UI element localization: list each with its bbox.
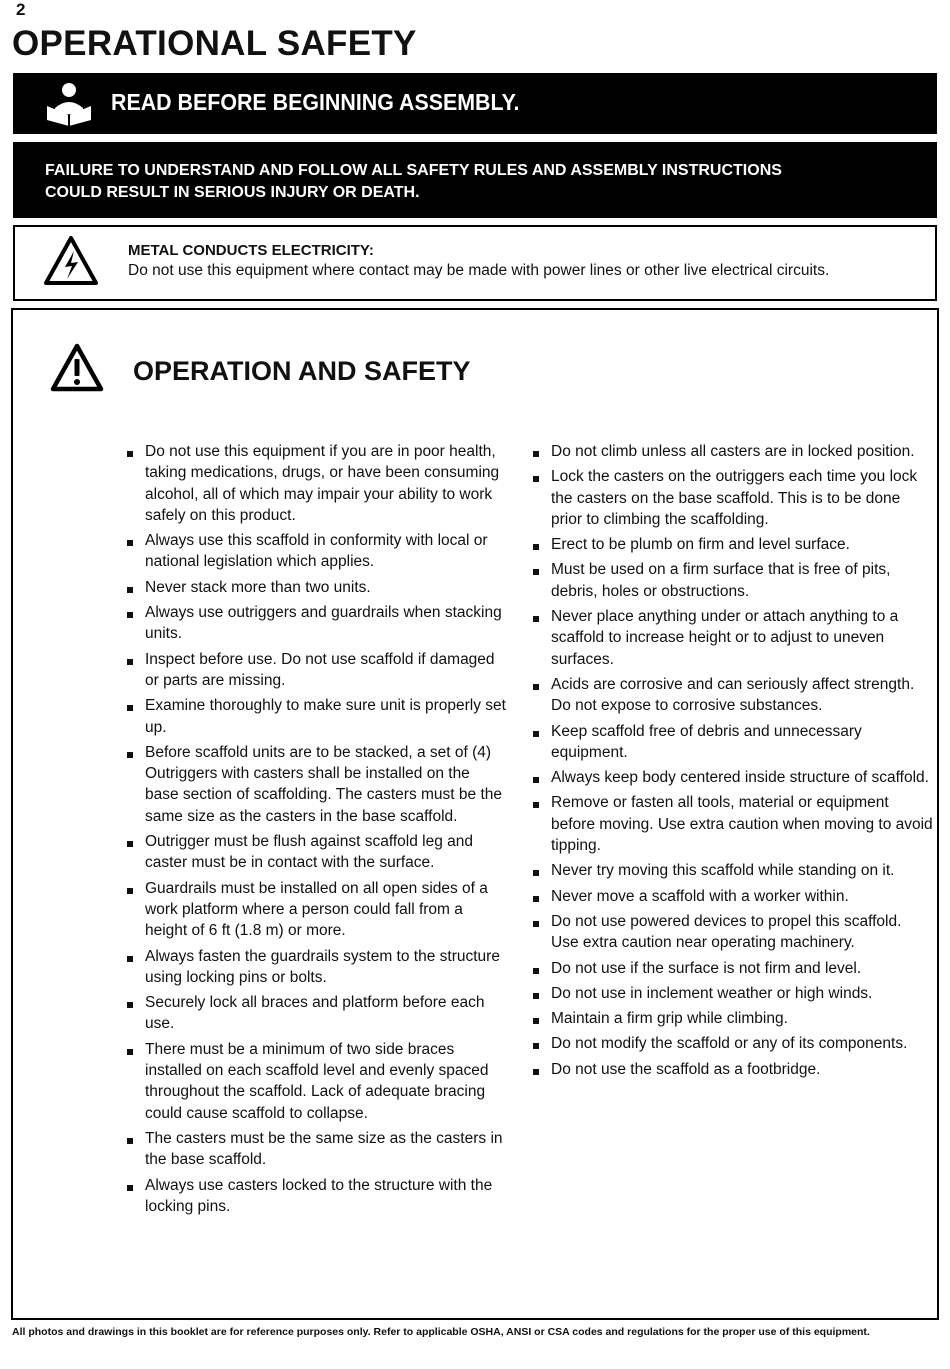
safety-list-item: Always use casters locked to the structure with the locking pins. <box>127 1175 507 1218</box>
safety-list-item: Guardrails must be installed on all open sides of a work platform where a person could fall from a height of 6 ft (1.8 m) or more. <box>127 878 507 942</box>
read-before-text: READ BEFORE BEGINNING ASSEMBLY. <box>111 89 520 115</box>
safety-list-item: Never stack more than two units. <box>127 577 507 598</box>
failure-warning-line2: COULD RESULT IN SERIOUS INJURY OR DEATH. <box>45 184 420 201</box>
safety-list-item: Do not modify the scaffold or any of its components. <box>533 1033 933 1054</box>
operation-safety-heading: OPERATION AND SAFETY <box>133 356 471 386</box>
safety-list-item: Always use outriggers and guardrails when stacking units. <box>127 602 507 645</box>
operation-safety-box <box>11 308 939 1320</box>
safety-list-item: Before scaffold units are to be stacked, a set of (4) Outriggers with casters shall be installed on the base section of scaffolding. The casters must be the same size as the casters in the base scaffold. <box>127 742 507 827</box>
electric-warning-body: Do not use this equipment where contact may be made with power lines or other live electrical circuits. <box>128 262 830 279</box>
safety-list-item: Remove or fasten all tools, material or equipment before moving. Use extra caution when moving to avoid tipping. <box>533 792 933 856</box>
electric-hazard-icon <box>43 235 99 287</box>
safety-list-item: Examine thoroughly to make sure unit is properly set up. <box>127 695 507 738</box>
safety-list-item: Inspect before use. Do not use scaffold if damaged or parts are missing. <box>127 649 507 692</box>
page-number: 2 <box>16 0 26 19</box>
safety-list-item: Must be used on a firm surface that is free of pits, debris, holes or obstructions. <box>533 559 933 602</box>
safety-list-item: Never move a scaffold with a worker within. <box>533 886 933 907</box>
safety-list-item: Do not use if the surface is not firm and level. <box>533 958 933 979</box>
safety-list-item: Do not use in inclement weather or high winds. <box>533 983 933 1004</box>
safety-list-item: Maintain a firm grip while climbing. <box>533 1008 933 1029</box>
safety-list-item: Always fasten the guardrails system to the structure using locking pins or bolts. <box>127 946 507 989</box>
page-title: OPERATIONAL SAFETY <box>12 24 417 63</box>
safety-list-item: Never try moving this scaffold while standing on it. <box>533 860 933 881</box>
safety-list-item: Erect to be plumb on firm and level surface. <box>533 534 933 555</box>
safety-list-item: Do not climb unless all casters are in locked position. <box>533 441 933 462</box>
reading-person-icon <box>45 82 93 126</box>
safety-list-item: Do not use this equipment if you are in poor health, taking medications, drugs, or have been consuming alcohol, all of which may impair your ability to work safely on this product. <box>127 441 507 526</box>
safety-list-item: Securely lock all braces and platform before each use. <box>127 992 507 1035</box>
safety-list-item: Keep scaffold free of debris and unnecessary equipment. <box>533 721 933 764</box>
safety-list-item: Do not use powered devices to propel this scaffold. Use extra caution near operating machinery. <box>533 911 933 954</box>
safety-list-right <box>533 441 933 1084</box>
safety-list-item: Lock the casters on the outriggers each time you lock the casters on the base scaffold. This is to be done prior to climbing the scaffolding. <box>533 466 933 530</box>
failure-warning-line1: FAILURE TO UNDERSTAND AND FOLLOW ALL SAFETY RULES AND ASSEMBLY INSTRUCTIONS <box>45 162 782 179</box>
safety-list-item: There must be a minimum of two side braces installed on each scaffold level and evenly spaced throughout the scaffold. Lack of adequate bracing could cause scaffold to collapse. <box>127 1039 507 1124</box>
safety-list-item: Never place anything under or attach anything to a scaffold to increase height or to adjust to uneven surfaces. <box>533 606 933 670</box>
read-before-banner <box>13 73 937 134</box>
safety-list-item: The casters must be the same size as the casters in the base scaffold. <box>127 1128 507 1171</box>
safety-list-item: Acids are corrosive and can seriously affect strength. Do not expose to corrosive substances. <box>533 674 933 717</box>
safety-list-item: Do not use the scaffold as a footbridge. <box>533 1059 933 1080</box>
electric-warning-heading: METAL CONDUCTS ELECTRICITY: <box>128 242 374 259</box>
safety-list-item: Always keep body centered inside structure of scaffold. <box>533 767 933 788</box>
safety-list-item: Always use this scaffold in conformity with local or national legislation which applies. <box>127 530 507 573</box>
electric-warning-box <box>13 225 937 301</box>
warning-triangle-icon <box>50 343 104 393</box>
footer-disclaimer: All photos and drawings in this booklet are for reference purposes only. Refer to applicable OSHA, ANSI or CSA codes and regulations for the proper use of this equipment. <box>12 1326 870 1338</box>
safety-list-left <box>127 441 507 1221</box>
failure-warning-banner <box>13 142 937 218</box>
safety-list-item: Outrigger must be flush against scaffold leg and caster must be in contact with the surface. <box>127 831 507 874</box>
